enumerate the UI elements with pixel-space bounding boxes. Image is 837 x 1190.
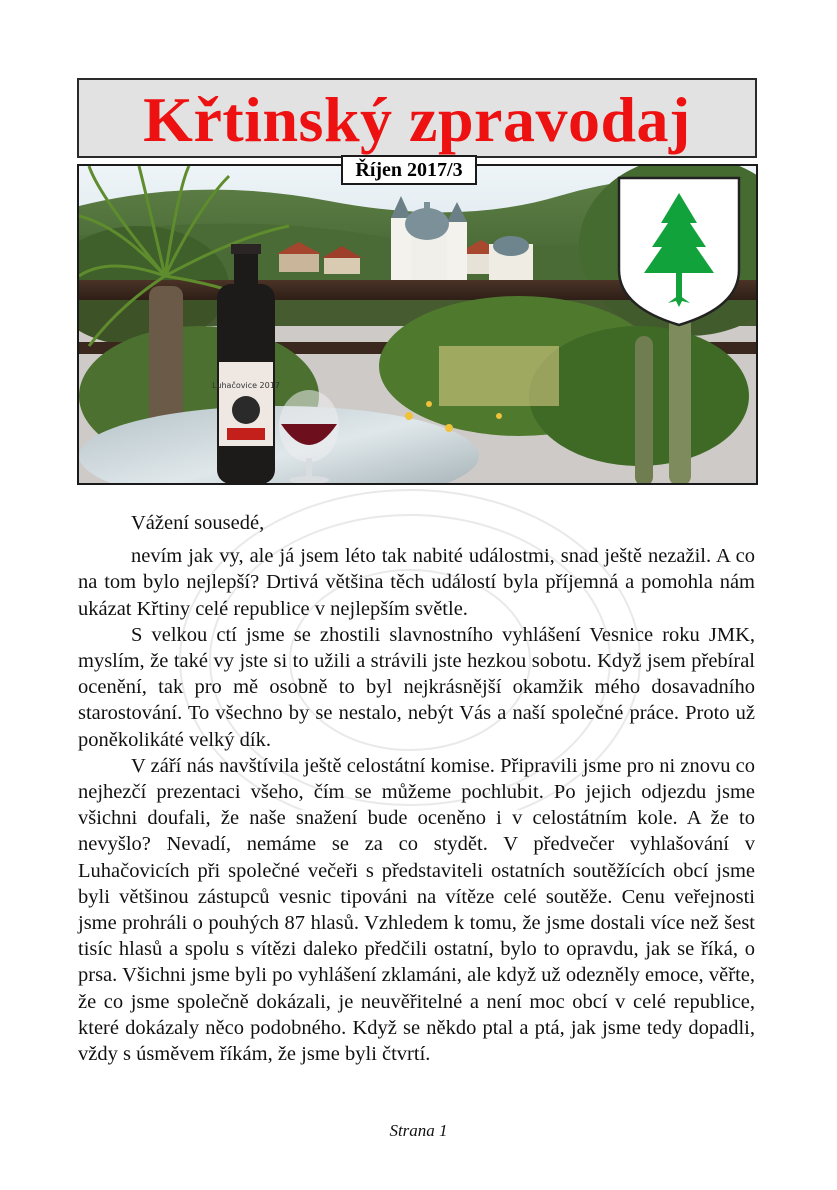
municipality-crest-icon [616, 175, 742, 327]
bottle-label-text: Luhačovice 2017 [212, 381, 280, 390]
letter-paragraph-2: S velkou ctí jsme se zhostili slavnostního vyhlášení Vesnice roku JMK, myslím, že také vy jste si to užili a strávili jste hezkou sobotu. Když jsem přebíral ocenění, tak pro mě osobně to byl nejkrásnější okamžik mého dosavadního starostování. To všechno by se nestalo, nebýt Vás a naší společné práce. Proto už poněkolikáté velký dík. [78, 623, 755, 751]
issue-date-badge: Říjen 2017/3 [341, 155, 477, 185]
newsletter-title: Křtinský zpravodaj [143, 84, 691, 155]
letter-paragraph-1: nevím jak vy, ale já jsem léto tak nabité událostmi, snad ještě nezažil. A co na tom bylo nejlepší? Drtivá většina těch událostí byla příjemná a pomohla nám ukázat Křtiny celé republice v nejlepším světle. [78, 545, 755, 620]
editorial-letter [78, 510, 755, 1067]
page-number: Strana 1 [389, 1121, 448, 1140]
letter-greeting: Vážení sousedé, [131, 512, 265, 534]
masthead-banner [77, 78, 757, 158]
letter-paragraph-3: V září nás navštívila ještě celostátní komise. Připravili jsme pro ni znovu co nejhezčí prezentaci všeho, čím se můžeme pochlubit. Po jejich odjezdu jsme všichni doufali, že naše snažení bude oceněno i v celostátním kole. A že to nevyšlo? Nevadí, nemáme se za co stydět. V předvečer vyhlašování v Luhačovicích při společné večeři s představiteli ostatních soutěžících obcí jsme byli většinou zástupců vesnic tipováni na vítěze celé soutěže. Cenu veřejnosti jsme prohráli o pouhých 87 hlasů. Vzhledem k tomu, že jsme dostali více než šest tisíc hlasů a spolu s vítězi daleko předčili ostatní, bylo to opravdu, jak se říká, o prsa. Všichni jsme byli po vyhlášení zklamáni, ale když už odezněly emoce, věřte, že co jsme společně dokázali, je neuvěřitelné a není moc obcí v celé republice, které dokázaly něco podobného. Když se někdo ptal a ptá, jak jsme tedy dopadli, vždy s úsměvem říkám, že jsme byli čtvrtí. [78, 754, 755, 1066]
